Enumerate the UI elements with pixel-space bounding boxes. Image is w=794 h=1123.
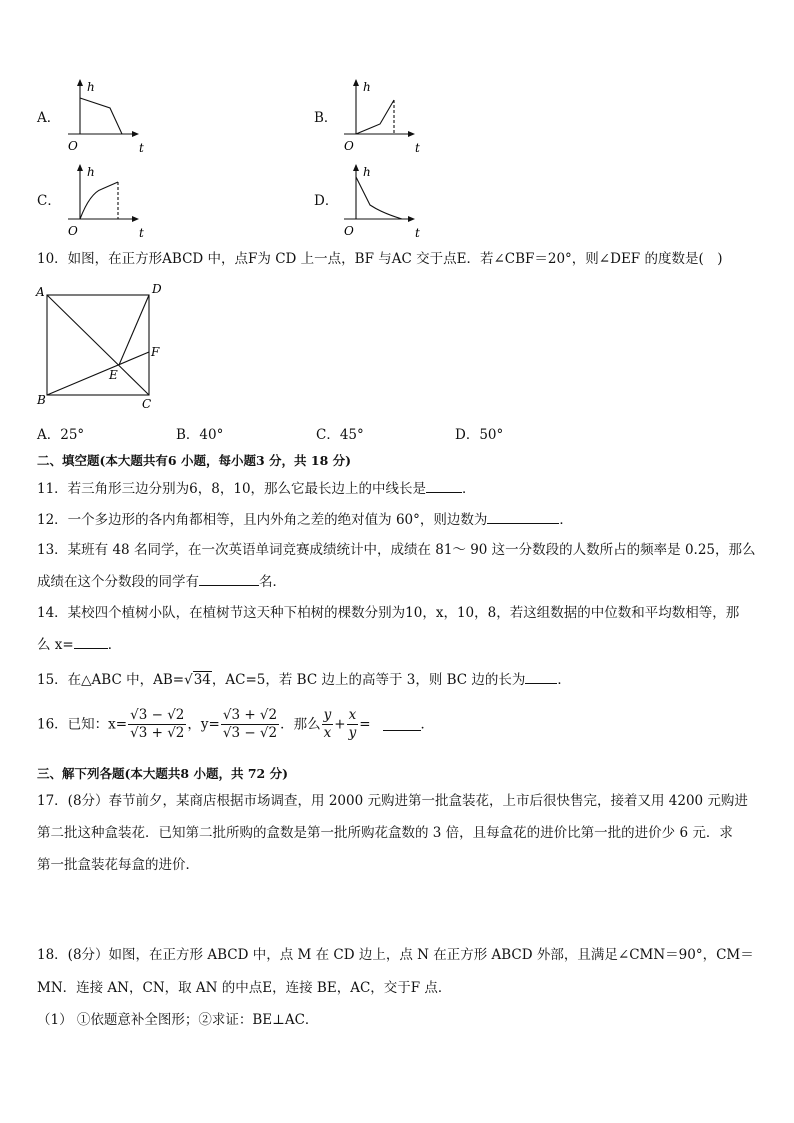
q11: 11．若三角形三边分别为6，8，10，那么它最长边上的中线长是 ． [37,481,476,497]
svg-text:F: F [151,345,160,359]
answer-blank [487,511,559,524]
q9-graph-d [336,163,426,241]
q10-option-a: A．25° [37,427,85,443]
q10-option-d: D．50° [455,427,504,443]
section-2-heading: 二、填空题(本大题共有6 小题，每小题3 分，共 18 分) [37,453,352,468]
answer-blank [199,573,259,586]
graph-b-curve [356,100,394,134]
diagonal-ac [47,295,149,395]
fraction-y-over-x: $\frac{y}{x}$ [323,707,332,741]
q17-line1: 17．(8分）春节前夕，某商店根据市场调查，用 2000 元购进第一批盒装花，上市后很快售完，接着又用 4200 元购进 [37,793,748,809]
q10-square-figure [34,282,164,410]
answer-blank [525,671,557,684]
fraction-x-over-y: $\frac{x}{y}$ [348,707,357,741]
answer-blank [74,636,108,649]
q9-option-c-label: C． [37,193,61,209]
q10-option-b: B．40° [176,427,224,443]
axis-h: h [87,165,95,179]
graph-d-curve [356,177,402,219]
svg-text:C: C [142,397,152,410]
q18-line2: MN．连接 AN，CN，取 AN 的中点E，连接 BE，AC，交于F 点． [37,980,452,996]
segment-de [119,295,149,365]
q17-line2: 第二批这种盒装花．已知第二批所购的盒数是第一批所购花盒数的 3 倍，且每盒花的进价比第一批的进价少 6 元．求 [37,825,733,841]
origin-o: O [68,224,78,238]
answer-blank [383,718,421,731]
q12: 12．一个多边形的各内角都相等，且内外角之差的绝对值为 60°，则边数为 ． [37,512,573,528]
q13-line1: 13．某班有 48 名同学，在一次英语单词竞赛成绩统计中，成绩在 81～ 90 这一分数段的人数所占的频率是 0.25，那么 [37,542,756,558]
q18-line3: （1） ①依题意补全图形；②求证：BE⊥AC． [37,1012,319,1028]
origin-o: O [344,139,354,153]
q14-line1: 14．某校四个植树小队，在植树节这天种下柏树的棵数分别为10，x，10，8，若这组数据的中位数和平均数相等，那 [37,605,740,621]
q14-line2: 么 x= ． [37,637,122,653]
graph-a-curve [80,98,122,134]
axis-t: t [139,226,144,240]
axis-t: t [415,226,420,240]
svg-text:E: E [109,368,118,382]
q15: 15．在△ABC 中，AB=√34，AC=5，若 BC 边上的高等于 3，则 BC 边的长为 ． [37,672,571,688]
answer-blank [426,480,462,493]
q9-graph-b [336,78,426,156]
q9-option-a-label: A． [37,110,61,126]
fraction-x: $\frac{√3 - √2}{√3 + √2}$ [130,707,185,741]
fraction-y: $\frac{√3 + √2}{√3 - √2}$ [222,707,278,741]
origin-o: O [68,139,78,153]
graph-c-curve [80,182,118,219]
axis-h: h [363,80,371,94]
q17-line3: 第一批盒装花每盒的进价． [37,857,199,873]
q16: 16．已知：x= $\frac{√3 - √2}{√3 + √2}$ ，y= $\frac{√3 + √2}{√3 - √2}$ ．那么 $\frac{y}{x}$ + $\frac{x}{y}$ = ． [37,707,435,741]
q10-option-c: C．45° [316,427,364,443]
axis-h: h [363,165,371,179]
svg-text:B: B [37,393,46,407]
axis-t: t [415,141,420,155]
q9-option-b-label: B． [314,110,338,126]
axis-h: h [87,80,95,94]
q9-graph-c [60,163,150,241]
q10-text: 10．如图，在正方形ABCD 中，点F为 CD 上一点，BF 与AC 交于点E．若∠CBF＝20°，则∠DEF 的度数是( ) [37,251,723,267]
origin-o: O [344,224,354,238]
svg-text:D: D [152,282,162,296]
segment-bf [47,352,149,395]
svg-text:A: A [36,285,45,299]
q9-graph-a [60,78,150,156]
q18-line1: 18．(8分）如图，在正方形 ABCD 中，点 M 在 CD 边上，点 N 在正方形 ABCD 外部，且满足∠CMN＝90°，CM＝ [37,947,754,963]
q13-line2: 成绩在这个分数段的同学有 名． [37,574,286,590]
q9-option-d-label: D． [314,193,339,209]
section-3-heading: 三、解下列各题(本大题共8 小题，共 72 分) [37,766,288,781]
axis-t: t [139,141,144,155]
